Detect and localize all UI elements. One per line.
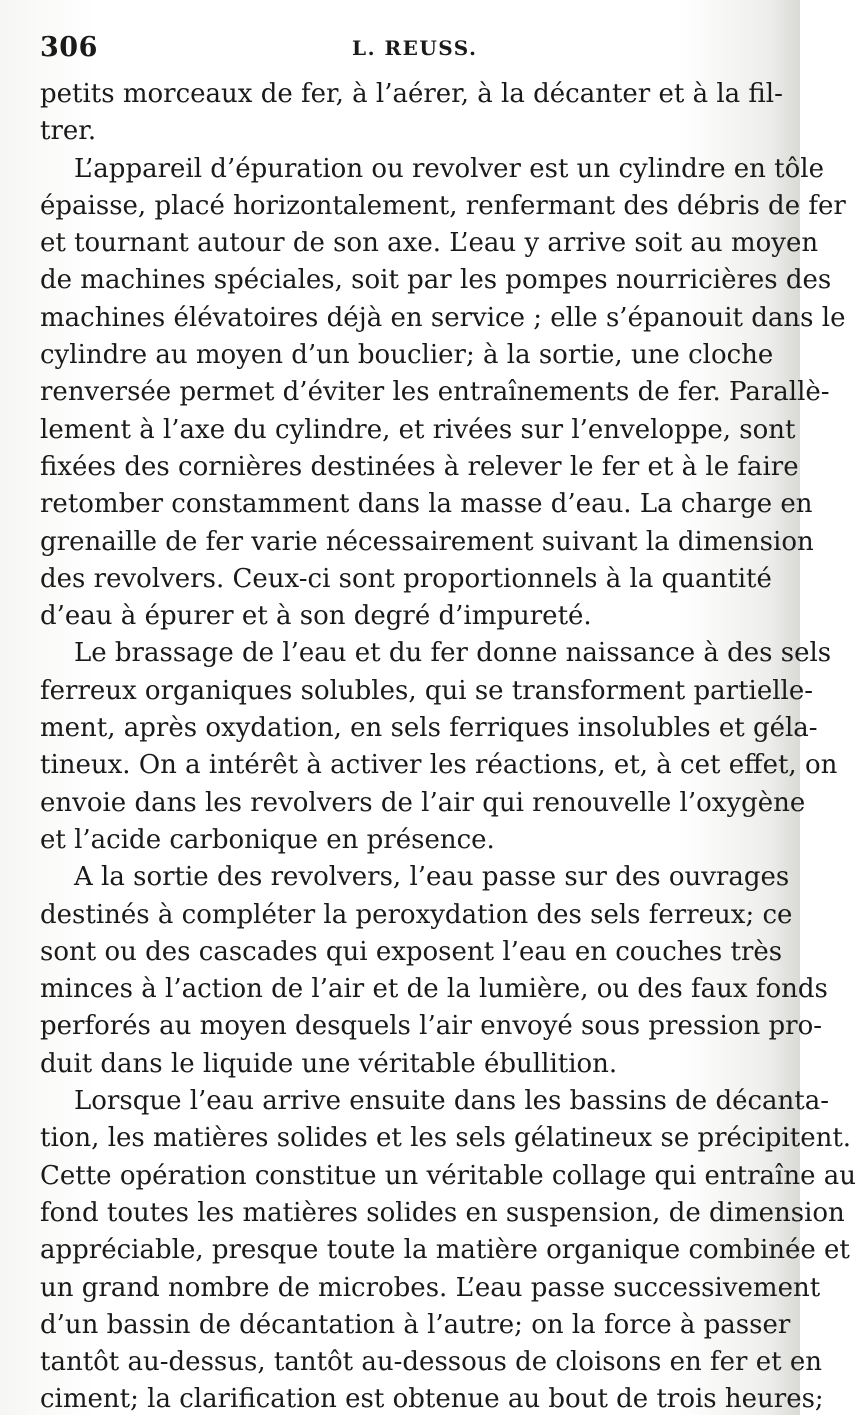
text-line: retomber constamment dans la masse d’eau. La charge en xyxy=(40,489,813,520)
text-line: sont ou des cascades qui exposent l’eau en couches très xyxy=(40,936,783,967)
text-line: un grand nombre de microbes. L’eau passe successivement xyxy=(40,1272,821,1303)
text-line: d’eau à épurer et à son degré d’impureté. xyxy=(40,601,592,632)
text-line: L’appareil d’épuration ou revolver est un cylindre en tôle xyxy=(74,153,824,184)
text-line: machines élévatoires déjà en service ; elle s’épanouit dans le xyxy=(40,302,846,333)
page-number: 306 xyxy=(40,32,98,63)
text-line: trer. xyxy=(40,116,97,147)
text-line: ciment; la clarification est obtenue au bout de trois heures; xyxy=(40,1384,824,1415)
text-line: tantôt au-dessus, tantôt au-dessous de cloisons en fer et en xyxy=(40,1347,822,1378)
text-line: d’un bassin de décantation à l’autre; on la force à passer xyxy=(40,1309,791,1340)
text-line: A la sortie des revolvers, l’eau passe sur des ouvrages xyxy=(74,862,790,893)
text-line: épaisse, placé horizontalement, renfermant des débris de fer xyxy=(40,190,846,221)
text-line: lement à l’axe du cylindre, et rivées sur l’enveloppe, sont xyxy=(40,414,796,445)
text-line: Lorsque l’eau arrive ensuite dans les bassins de décanta- xyxy=(74,1086,830,1117)
text-line: ferreux organiques solubles, qui se transforment partielle- xyxy=(40,675,814,706)
text-line: perforés au moyen desquels l’air envoyé sous pression pro- xyxy=(40,1011,823,1042)
text-line: fond toutes les matières solides en suspension, de dimension xyxy=(40,1197,845,1228)
text-line: tion, les matières solides et les sels gélatineux se précipitent. xyxy=(40,1123,852,1154)
page-header xyxy=(40,32,760,66)
text-line: des revolvers. Ceux-ci sont proportionnels à la quantité xyxy=(40,563,772,594)
text-line: grenaille de fer varie nécessairement suivant la dimension xyxy=(40,526,814,557)
text-line: envoie dans les revolvers de l’air qui renouvelle l’oxygène xyxy=(40,787,806,818)
text-line: Le brassage de l’eau et du fer donne naissance à des sels xyxy=(74,638,832,669)
text-line: minces à l’action de l’air et de la lumière, ou des faux fonds xyxy=(40,974,828,1005)
text-line: cylindre au moyen d’un bouclier; à la sortie, une cloche xyxy=(40,340,774,371)
text-line: appréciable, presque toute la matière organique combinée et xyxy=(40,1235,850,1266)
text-line: renversée permet d’éviter les entraînements de fer. Parallè- xyxy=(40,377,830,408)
text-line: tineux. On a intérêt à activer les réactions, et, à cet effet, on xyxy=(40,750,838,781)
text-line: et tournant autour de son axe. L’eau y arrive soit au moyen xyxy=(40,228,819,259)
text-line: et l’acide carbonique en présence. xyxy=(40,824,495,855)
body-text xyxy=(40,76,856,1419)
text-line: Cette opération constitue un véritable collage qui entraîne au xyxy=(40,1160,856,1191)
text-line: ment, après oxydation, en sels ferriques insolubles et géla- xyxy=(40,713,818,744)
text-line: duit dans le liquide une véritable ébullition. xyxy=(40,1048,618,1079)
text-line: fixées des cornières destinées à relever le fer et à le faire xyxy=(40,451,799,482)
text-line: destinés à compléter la peroxydation des sels ferreux; ce xyxy=(40,899,793,930)
text-line: de machines spéciales, soit par les pompes nourricières des xyxy=(40,265,832,296)
text-line: petits morceaux de fer, à l’aérer, à la décanter et à la fil- xyxy=(40,79,783,109)
running-head: L. REUSS. xyxy=(352,36,478,60)
